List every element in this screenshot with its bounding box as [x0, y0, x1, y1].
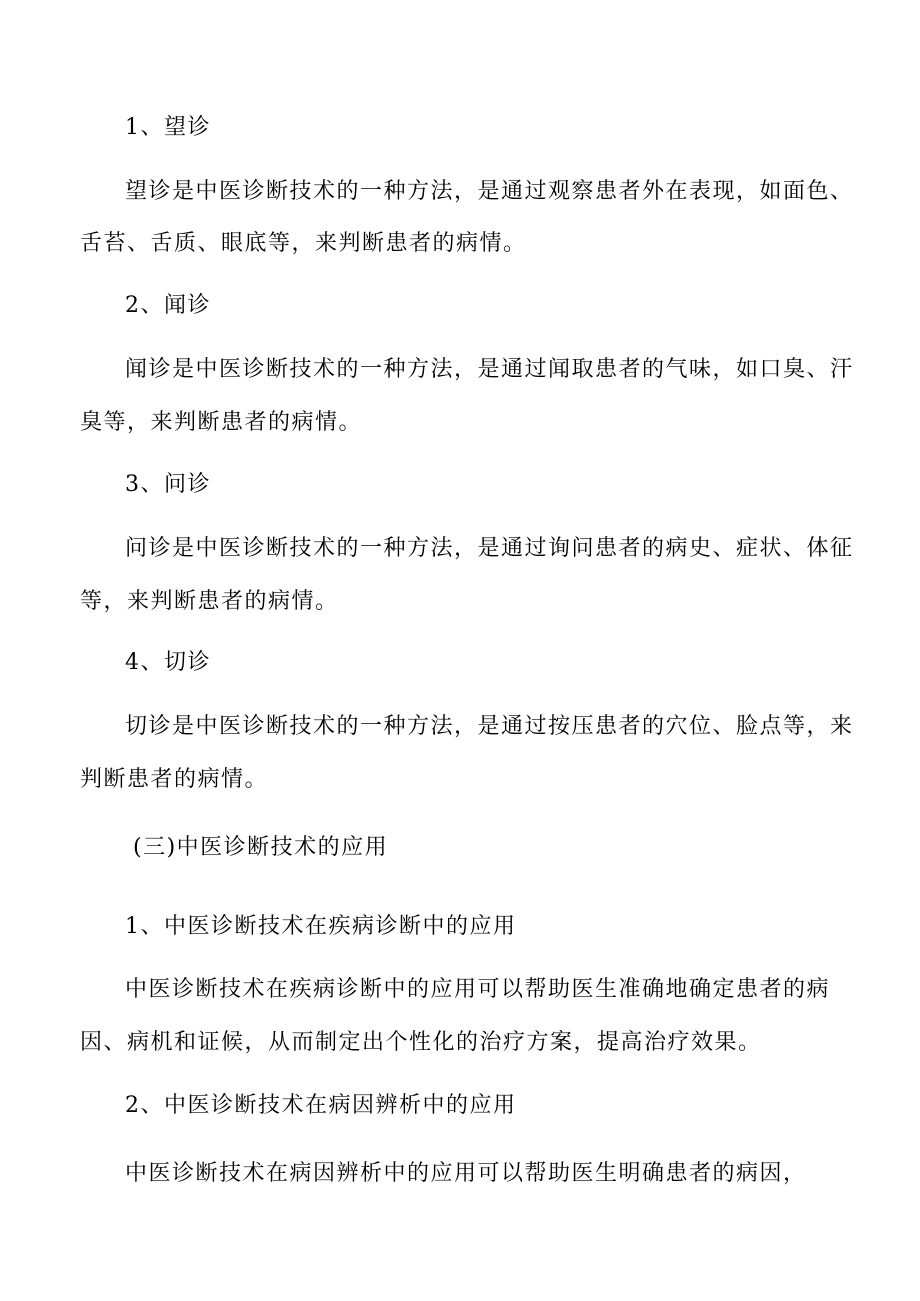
heading-application-disease-diagnosis: 1、中医诊断技术在疾病诊断中的应用 [125, 914, 517, 939]
paragraph-wenzhen-ask-line-1: 问诊是中医诊断技术的一种方法，是通过询问患者的病史、症状、体征 [125, 536, 854, 561]
paragraph-qiezhen-line-2: 判断患者的病情。 [80, 767, 269, 792]
paragraph-application-disease-line-1: 中医诊断技术在疾病诊断中的应用可以帮助医生准确地确定患者的病 [125, 977, 831, 1002]
heading-wenzhen-ask: 3、问诊 [125, 472, 211, 497]
heading-application-cause-analysis: 2、中医诊断技术在病因辨析中的应用 [125, 1093, 517, 1118]
paragraph-wenzhen-smell-line-1: 闻诊是中医诊断技术的一种方法，是通过闻取患者的气味，如口臭、汗 [125, 357, 854, 382]
section-title-application: (三)中医诊断技术的应用 [133, 835, 389, 860]
paragraph-application-cause-line-1: 中医诊断技术在病因辨析中的应用可以帮助医生明确患者的病因， [125, 1161, 807, 1186]
paragraph-wangzhen-line-2: 舌苔、舌质、眼底等，来判断患者的病情。 [80, 231, 527, 256]
paragraph-wangzhen-line-1: 望诊是中医诊断技术的一种方法，是通过观察患者外在表现，如面色、 [125, 179, 854, 204]
paragraph-wenzhen-smell-line-2: 臭等，来判断患者的病情。 [80, 410, 363, 435]
heading-qiezhen: 4、切诊 [125, 650, 211, 675]
paragraph-qiezhen-line-1: 切诊是中医诊断技术的一种方法，是通过按压患者的穴位、脸点等，来 [125, 714, 854, 739]
paragraph-wenzhen-ask-line-2: 等，来判断患者的病情。 [80, 589, 339, 614]
paragraph-application-disease-line-2: 因、病机和证候，从而制定出个性化的治疗方案，提高治疗效果。 [80, 1030, 762, 1055]
heading-wangzhen: 1、望诊 [125, 115, 211, 140]
heading-wenzhen-smell: 2、闻诊 [125, 293, 211, 318]
